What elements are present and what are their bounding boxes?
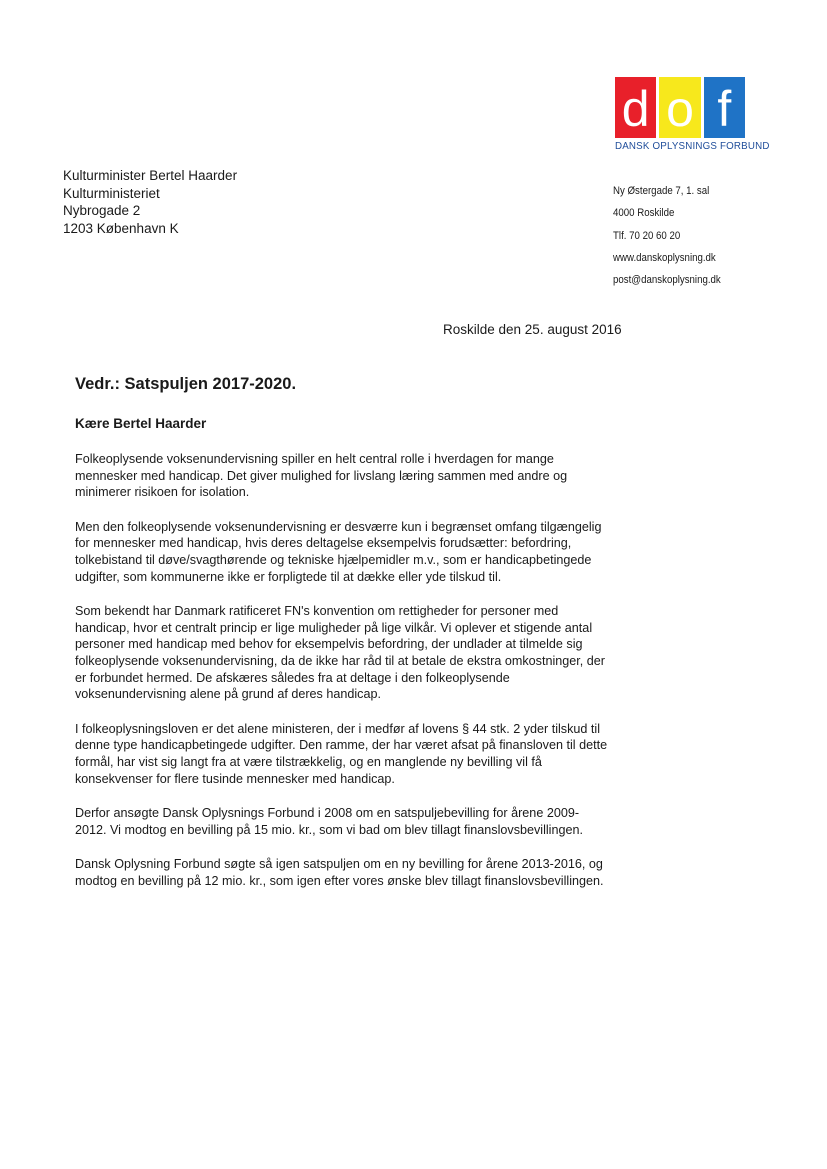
letter-body [75,451,635,907]
body-paragraph [75,856,635,889]
sender-contact-block [613,180,721,291]
recipient-organization: Kulturministeriet [63,185,160,201]
body-line: minimerer risikoen for isolation. [75,485,250,500]
body-line: I folkeoplysningsloven er det alene ministeren, der i medfør af lovens § 44 stk. 2 yder tilskud til [75,721,600,736]
logo-letter-f: f [704,77,745,138]
body-paragraph [75,519,635,585]
sender-phone: Tlf. 70 20 60 20 [613,229,681,242]
recipient-address [63,167,237,237]
logo-letter-d: d [615,77,656,138]
sender-email: post@danskoplysning.dk [613,274,721,287]
body-line: for mennesker med handicap, hvis deres deltagelse eksempelvis forudsætter: befordring, [75,536,572,551]
body-line: konsekvenser for flere tusinde mennesker med handicap. [75,771,395,786]
body-line: handicap, hvor et centralt princip er lige muligheder på lige vilkår. Vi oplever et stigende antal [75,620,593,635]
body-line: Derfor ansøgte Dansk Oplysnings Forbund i 2008 om en satspuljebevilling for årene 2009- [75,806,580,821]
logo-organization-name: DANSK OPLYSNINGS FORBUND [615,140,770,152]
letter-date: Roskilde den 25. august 2016 [443,322,622,337]
logo-tiles [615,77,745,138]
recipient-city: 1203 København K [63,220,179,236]
organization-logo [615,77,770,152]
body-line: tolkebistand til døve/svagthørende og tekniske hjælpemidler m.v., som er handicapbetingede [75,552,592,567]
body-paragraph [75,451,635,501]
body-line: mennesker med handicap. Det giver mulighed for livslang læring sammen med andre og [75,468,568,483]
body-line: modtog en bevilling på 12 mio. kr., som igen efter vores ønske blev tillagt finanslovsbevillingen. [75,873,604,888]
letter-salutation: Kære Bertel Haarder [75,416,207,431]
body-line: Dansk Oplysning Forbund søgte så igen satspuljen om en ny bevilling for årene 2013-2016, og [75,857,603,872]
letter-subject: Vedr.: Satspuljen 2017-2020. [75,375,297,393]
body-paragraph [75,603,635,703]
logo-letter-o: o [659,77,700,138]
body-line: Som bekendt har Danmark ratificeret FN's konvention om rettigheder for personer med [75,604,559,619]
body-line: folkeoplysende voksenundervisning, da de ikke har råd til at betale de ekstra omkostninger, der [75,653,605,668]
body-line: 2012. Vi modtog en bevilling på 15 mio. kr., som vi bad om blev tillagt finanslovsbevillingen. [75,822,583,837]
body-line: voksenundervisning alene på grund af deres handicap. [75,687,381,702]
body-line: Folkeoplysende voksenundervisning spiller en helt central rolle i hverdagen for mange [75,452,554,466]
recipient-name: Kulturminister Bertel Haarder [63,168,238,183]
sender-website: www.danskoplysning.dk [613,251,716,264]
body-line: udgifter, som kommunerne ikke er forpligtede til at dække eller yde tilskud til. [75,569,502,584]
sender-street: Ny Østergade 7, 1. sal [613,185,710,197]
body-paragraph [75,721,635,787]
body-line: formål, har vist sig langt fra at være tilstrækkelig, og en manglende ny bevilling vil få [75,754,542,769]
body-line: denne type handicapbetingede udgifter. Den ramme, der har været afsat på finansloven til dette [75,738,608,753]
sender-city: 4000 Roskilde [613,207,675,220]
body-line: personer med handicap med behov for eksempelvis befordring, der undlader at tilmelde sig [75,637,583,652]
recipient-street: Nybrogade 2 [63,203,141,218]
body-line: Men den folkeoplysende voksenundervisning er desværre kun i begrænset omfang tilgængelig [75,519,602,534]
body-line: er forbundet hermed. De afskæres således fra at deltage i den folkeoplysende [75,670,510,685]
body-paragraph [75,805,635,838]
